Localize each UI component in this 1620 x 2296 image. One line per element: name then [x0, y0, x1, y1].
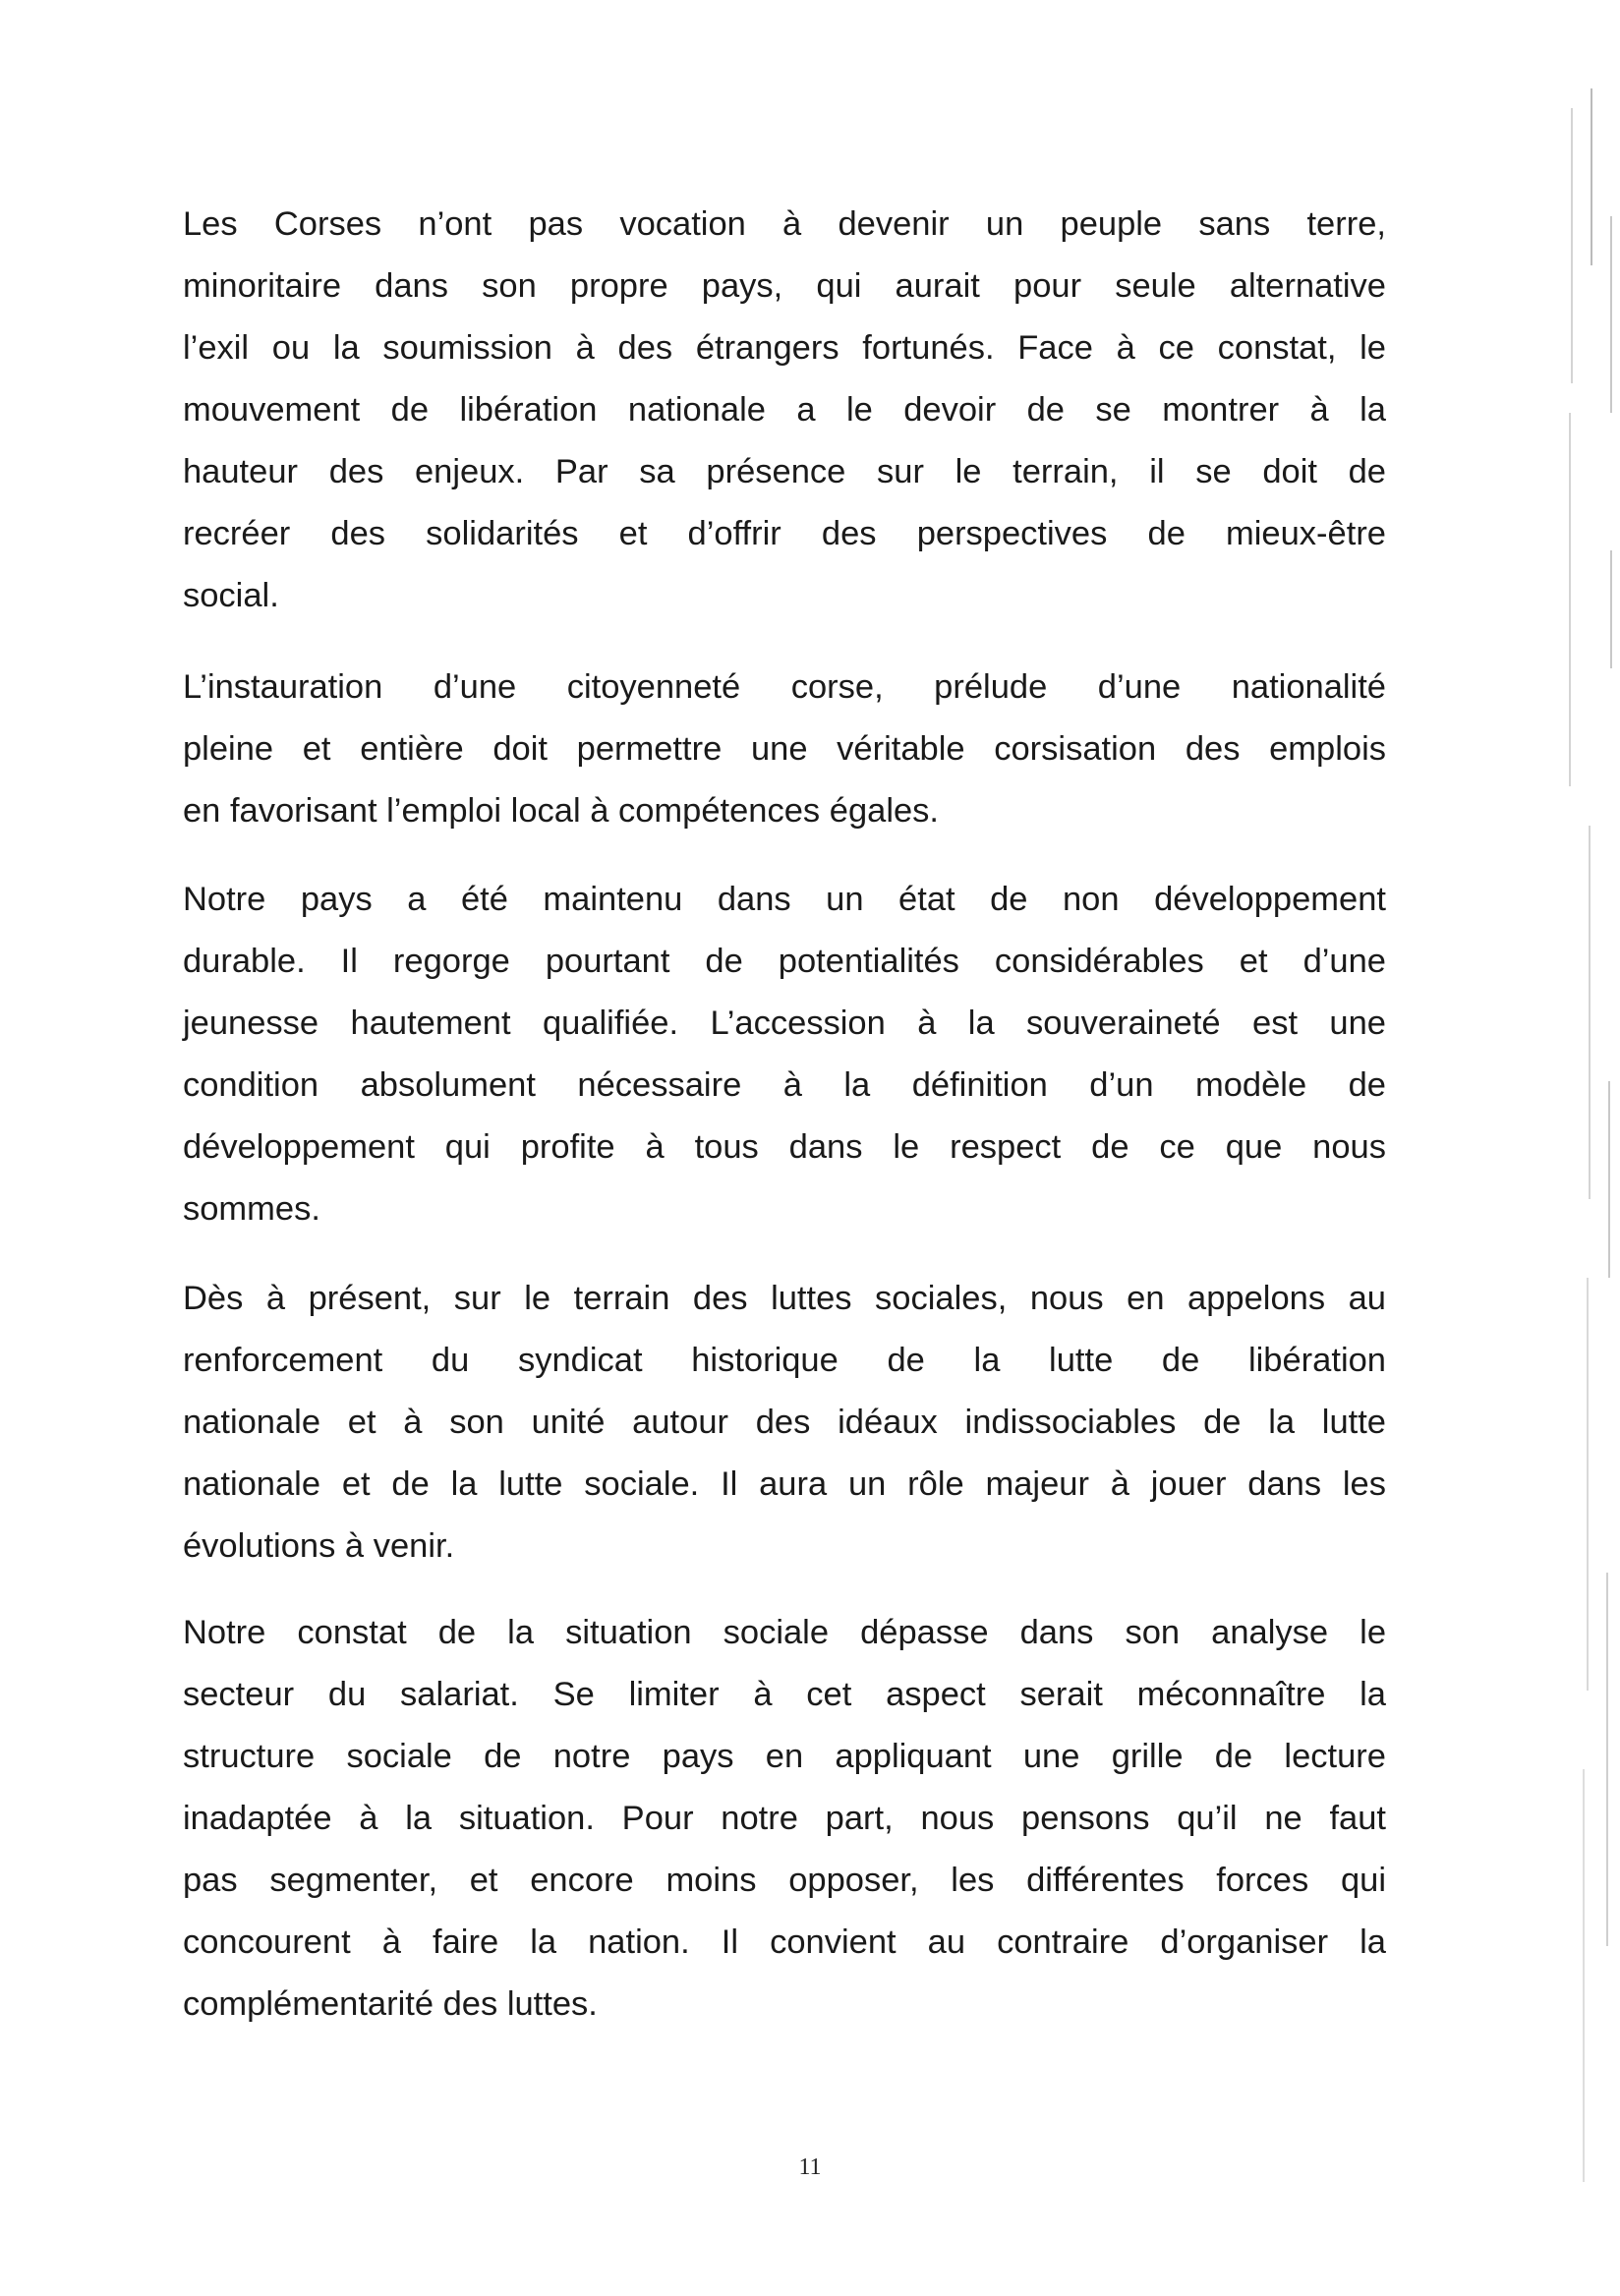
text-line: condition absolument nécessaire à la définition d’un modèle de	[183, 1066, 1386, 1104]
text-line: concourent à faire la nation. Il convient au contraire d’organiser la	[183, 1923, 1386, 1961]
text-line: sommes.	[183, 1190, 320, 1228]
scan-speck	[1571, 108, 1573, 383]
scan-speck	[1587, 1278, 1589, 1691]
text-line: complémentarité des luttes.	[183, 1985, 598, 2023]
text-line: évolutions à venir.	[183, 1527, 455, 1565]
text-line: recréer des solidarités et d’offrir des perspectives de mieux-être	[183, 515, 1386, 552]
text-line: jeunesse hautement qualifiée. L’accession à la souveraineté est une	[183, 1004, 1386, 1042]
text-line: minoritaire dans son propre pays, qui aurait pour seule alternative	[183, 267, 1386, 305]
paragraph-1	[183, 194, 1386, 627]
text-line: Les Corses n’ont pas vocation à devenir un peuple sans terre,	[183, 205, 1386, 243]
text-line: l’exil ou la soumission à des étrangers fortunés. Face à ce constat, le	[183, 329, 1386, 367]
scan-speck	[1589, 826, 1591, 1199]
text-line: social.	[183, 577, 279, 614]
text-line: nationale et de la lutte sociale. Il aura un rôle majeur à jouer dans les	[183, 1465, 1386, 1503]
scan-speck	[1583, 1769, 1585, 2182]
page-number: 11	[798, 2154, 822, 2180]
scan-speck	[1610, 550, 1612, 668]
text-line: pas segmenter, et encore moins opposer, les différentes forces qui	[183, 1862, 1386, 1899]
text-line: secteur du salariat. Se limiter à cet aspect serait méconnaître la	[183, 1676, 1386, 1713]
text-line: Dès à présent, sur le terrain des luttes sociales, nous en appelons au	[183, 1280, 1386, 1317]
paragraph-4	[183, 1268, 1386, 1578]
paragraph-2	[183, 657, 1386, 842]
text-line: L’instauration d’une citoyenneté corse, prélude d’une nationalité	[183, 668, 1386, 706]
text-line: Notre pays a été maintenu dans un état de non développement	[183, 881, 1386, 918]
paragraph-5	[183, 1602, 1386, 2036]
scan-speck	[1569, 413, 1571, 786]
text-line: structure sociale de notre pays en appliquant une grille de lecture	[183, 1738, 1386, 1775]
text-line: mouvement de libération nationale a le devoir de se montrer à la	[183, 391, 1386, 429]
text-line: hauteur des enjeux. Par sa présence sur le terrain, il se doit de	[183, 453, 1386, 490]
text-line: inadaptée à la situation. Pour notre part, nous pensons qu’il ne faut	[183, 1800, 1386, 1837]
scan-speck	[1610, 216, 1612, 413]
text-line: en favorisant l’emploi local à compétences égales.	[183, 792, 940, 830]
scan-artifacts	[1532, 0, 1620, 2296]
text-line: nationale et à son unité autour des idéaux indissociables de la lutte	[183, 1404, 1386, 1441]
text-line: renforcement du syndicat historique de la lutte de libération	[183, 1342, 1386, 1379]
text-line: développement qui profite à tous dans le respect de ce que nous	[183, 1128, 1386, 1166]
scan-speck	[1606, 1573, 1608, 1946]
scan-speck	[1608, 1081, 1610, 1278]
text-line: pleine et entière doit permettre une véritable corsisation des emplois	[183, 730, 1386, 768]
text-line: durable. Il regorge pourtant de potentialités considérables et d’une	[183, 943, 1386, 980]
text-line: Notre constat de la situation sociale dépasse dans son analyse le	[183, 1614, 1386, 1651]
paragraph-3	[183, 869, 1386, 1240]
scan-speck	[1591, 88, 1592, 265]
